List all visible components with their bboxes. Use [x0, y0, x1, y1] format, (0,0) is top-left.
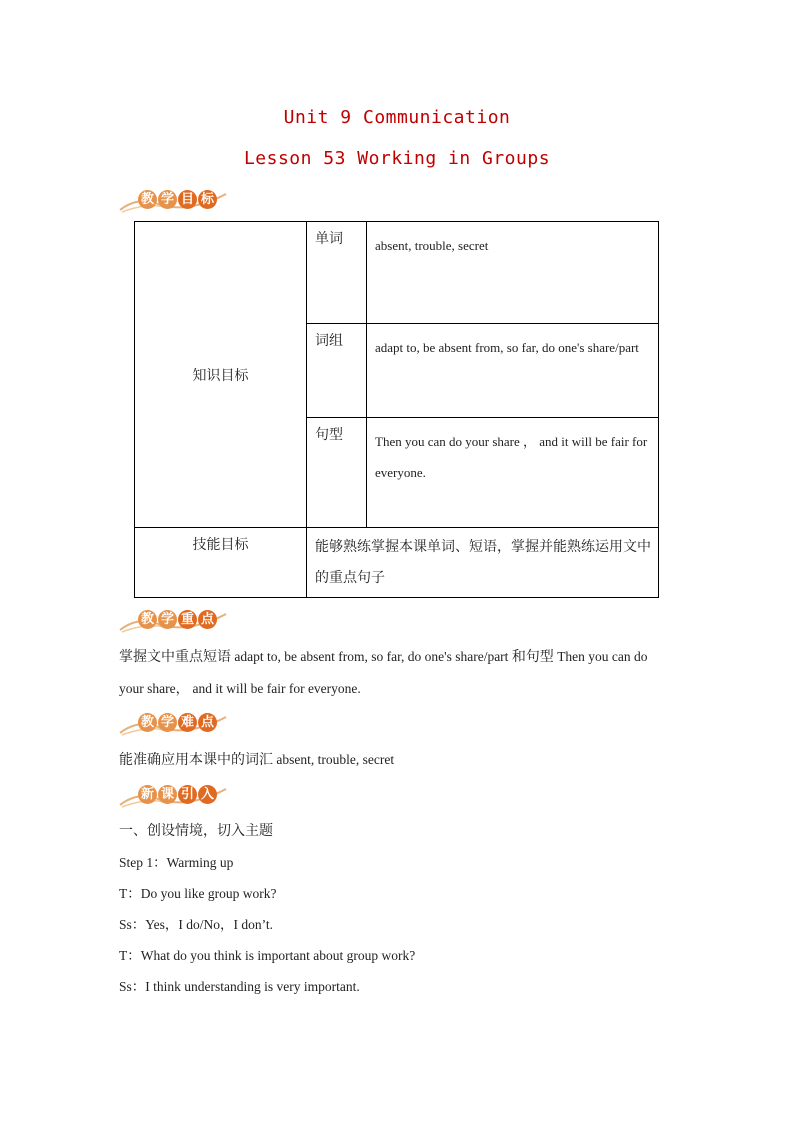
key-points-text-part: adapt to, be absent from, so far, do one's share/part — [231, 649, 512, 664]
badge-char: 学 — [158, 713, 177, 732]
dialogue-line: T：Do you like group work? — [119, 886, 277, 901]
badge-char: 标 — [198, 190, 217, 209]
badge-char: 点 — [198, 610, 217, 629]
difficulties-badge — [118, 709, 228, 735]
difficulties-text — [119, 744, 664, 776]
difficulties-text-part: 能准确应用本课中的词汇 — [119, 752, 273, 768]
badge-char: 教 — [138, 610, 157, 629]
key-points-text-part: 掌握文中重点短语 — [119, 649, 231, 665]
badge-char: 学 — [158, 190, 177, 209]
skill-goal-label: 技能目标 — [135, 528, 307, 598]
intro-heading: 一、创设情境，切入主题 — [119, 823, 273, 839]
skill-goal-value: 能够熟练掌握本课单词、短语，掌握并能熟练运用文中的重点句子 — [307, 528, 659, 598]
unit-title: Unit 9 Communication — [283, 107, 511, 128]
badge-char: 难 — [178, 713, 197, 732]
badge-char: 重 — [178, 610, 197, 629]
knowledge-goal-label: 知识目标 — [135, 222, 307, 528]
key-points-text-part: Then you can do your share， and it will be fair for everyone. — [119, 649, 648, 696]
key-points-text-part: 和句型 — [511, 649, 554, 665]
goals-table — [134, 221, 659, 598]
difficulties-text-part: absent, trouble, secret — [273, 752, 395, 767]
badge-char: 目 — [178, 190, 197, 209]
dialogue-line: Ss：I think understanding is very important. — [119, 979, 360, 994]
badge-char: 教 — [138, 190, 157, 209]
badge-char: 点 — [198, 713, 217, 732]
badge-char: 课 — [158, 785, 177, 804]
dialogue-line: T：What do you think is important about group work? — [119, 948, 416, 963]
intro-body — [119, 816, 664, 1002]
dialogue-line: Ss：Yes，I do/No，I don’t. — [119, 917, 274, 932]
badge-char: 入 — [198, 785, 217, 804]
badge-char: 教 — [138, 713, 157, 732]
objectives-badge — [118, 186, 228, 212]
intro-badge — [118, 781, 228, 807]
words-label: 单词 — [307, 222, 367, 324]
badge-char: 学 — [158, 610, 177, 629]
key-points-text — [119, 641, 664, 704]
badge-char: 引 — [178, 785, 197, 804]
step-line: Step 1：Warming up — [119, 855, 234, 870]
sentence-value: Then you can do your share ， and it will be fair for everyone. — [367, 418, 659, 528]
badge-char: 新 — [138, 785, 157, 804]
words-value: absent, trouble, secret — [367, 222, 659, 324]
phrases-value: adapt to, be absent from, so far, do one's share/part — [367, 324, 659, 418]
lesson-title: Lesson 53 Working in Groups — [243, 148, 551, 169]
phrases-label: 词组 — [307, 324, 367, 418]
key-points-badge — [118, 606, 228, 632]
sentence-label: 句型 — [307, 418, 367, 528]
